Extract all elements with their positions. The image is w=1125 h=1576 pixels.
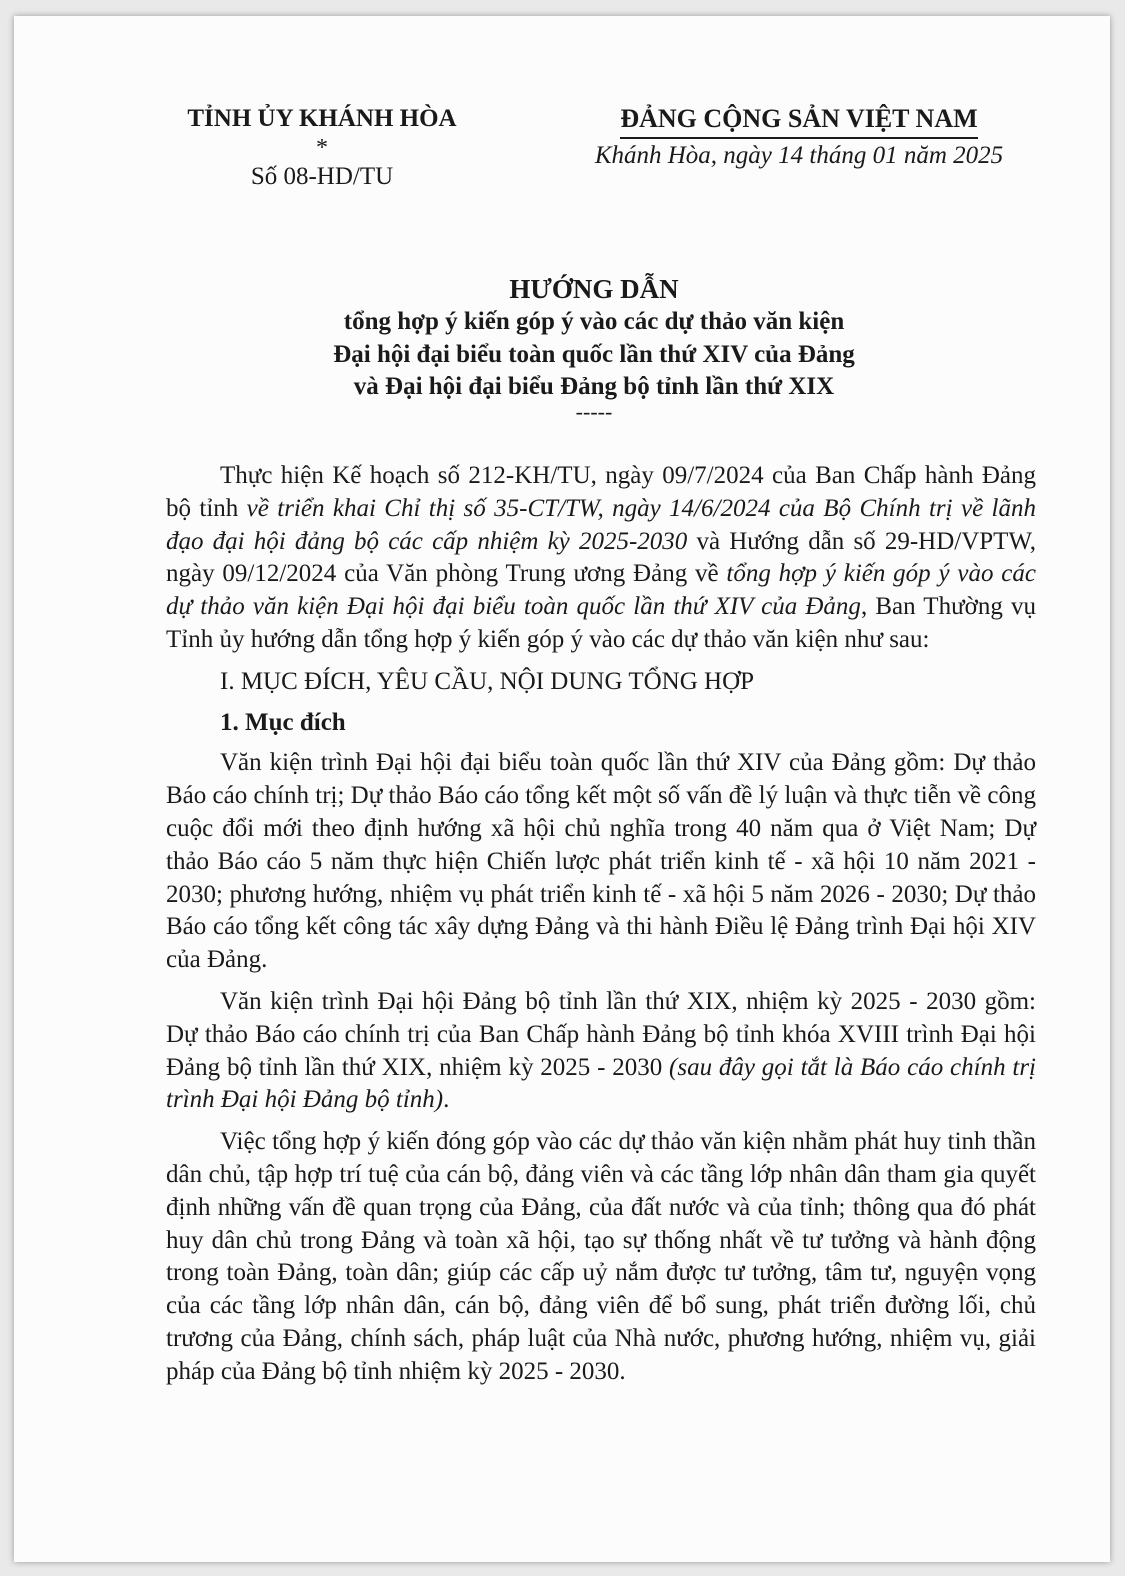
paragraph-3: Việc tổng hợp ý kiến đóng góp vào các dự thảo văn kiện nhằm phát huy tinh thần dân chủ, tập hợp trí tuệ của cán bộ, đảng viên và các tầng lớp nhân dân tham gia quyết định những vấn đề quan trọng của Đảng, của đất nước và của tỉnh; thông qua đó phát huy dân chủ trong Đảng và toàn xã hội, tạo sự thống nhất về tư tưởng và hành động trong toàn Đảng, toàn dân; giúp các cấp uỷ nắm được tư tưởng, tâm tư, nguyện vọng của các tầng lớp nhân dân, cán bộ, đảng viên để bổ sung, phát triển đường lối, chủ trương của Đảng, chính sách, pháp luật của Nhà nước, phương hướng, nhiệm vụ, giải pháp của Đảng bộ tỉnh nhiệm kỳ 2025 - 2030. — [166, 1128, 1036, 1385]
title-block — [164, 272, 1024, 424]
paragraph-2-end: . — [443, 1086, 450, 1114]
paragraph-1: Văn kiện trình Đại hội đại biểu toàn quốc lần thứ XIV của Đảng gồm: Dự thảo Báo cáo chính trị; Dự thảo Báo cáo tổng kết một số vấn đề lý luận và thực tiễn về công cuộc đổi mới theo định hướng xã hội chủ nghĩa trong 40 năm qua ở Việt Nam; Dự thảo Báo cáo 5 năm thực hiện Chiến lược phát triển kinh tế - xã hội 10 năm 2021 - 2030; phương hướng, nhiệm vụ phát triển kinh tế - xã hội 5 năm 2026 - 2030; Dự thảo Báo cáo tổng kết công tác xây dựng Đảng và thi hành Điều lệ Đảng trình Đại hội XIV của Đảng. — [166, 749, 1036, 974]
issuer-star: * — [316, 135, 328, 161]
intro-text-3: , Ban Thường vụ Tỉnh ủy hướng dẫn tổng hợp ý kiến góp ý vào các dự thảo văn kiện như sau: — [166, 593, 1036, 653]
document-number: Số 08-HD/TU — [250, 163, 394, 190]
party-name: ĐẢNG CỘNG SẢN VIỆT NAM — [620, 102, 977, 139]
title-line-1: tổng hợp ý kiến góp ý vào các dự thảo văn kiện — [343, 308, 845, 335]
issuer-block — [164, 102, 480, 194]
document-body — [166, 460, 1036, 1398]
paragraph-2 — [166, 986, 1036, 1117]
intro-text-2: và Hướng dẫn số 29-HD/VPTW, ngày 09/12/2024 của Văn phòng Trung ương Đảng về — [166, 527, 1037, 588]
title-separator: ----- — [575, 398, 613, 424]
intro-italic-2: tổng hợp ý kiến góp ý vào các dự thảo văn kiện Đại hội đại biểu toàn quốc lần thứ XIV của Đảng — [166, 560, 1036, 621]
intro-paragraph — [166, 460, 1036, 657]
place-date: Khánh Hòa, ngày 14 tháng 01 năm 2025 — [594, 142, 1004, 169]
intro-italic-1: về triển khai Chỉ thị số 35-CT/TW, ngày 14/6/2024 của Bộ Chính trị về lãnh đạo đại hội đảng bộ các cấp nhiệm kỳ 2025-2030 — [166, 494, 1036, 555]
title-line-3: và Đại hội đại biểu Đảng bộ tỉnh lần thứ XIX — [353, 373, 835, 400]
title-line-2: Đại hội đại biểu toàn quốc lần thứ XIV của Đảng — [333, 340, 855, 368]
document-title: HƯỚNG DẪN — [509, 274, 679, 304]
paragraph-2-text: Văn kiện trình Đại hội Đảng bộ tỉnh lần thứ XIX, nhiệm kỳ 2025 - 2030 gồm: Dự thảo Báo cáo chính trị của Ban Chấp hành Đảng bộ tỉnh khóa XVIII trình Đại hội Đảng bộ tỉnh lần thứ XIX, nhiệm kỳ 2025 - 2030 — [166, 987, 1036, 1081]
subsection-heading: 1. Mục đích — [220, 708, 346, 736]
document-page — [14, 16, 1110, 1562]
intro-text-1: Thực hiện Kế hoạch số 212-KH/TU, ngày 09/7/2024 của Ban Chấp hành Đảng bộ tỉnh — [166, 462, 1036, 522]
section-heading: I. MỤC ĐÍCH, YÊU CẦU, NỘI DUNG TỔNG HỢP — [220, 667, 755, 695]
issuer-organization: TỈNH ỦY KHÁNH HÒA — [187, 105, 457, 132]
party-block — [569, 102, 1029, 173]
paragraph-2-italic: (sau đây gọi tắt là Báo cáo chính trị trình Đại hội Đảng bộ tỉnh) — [166, 1053, 1037, 1114]
